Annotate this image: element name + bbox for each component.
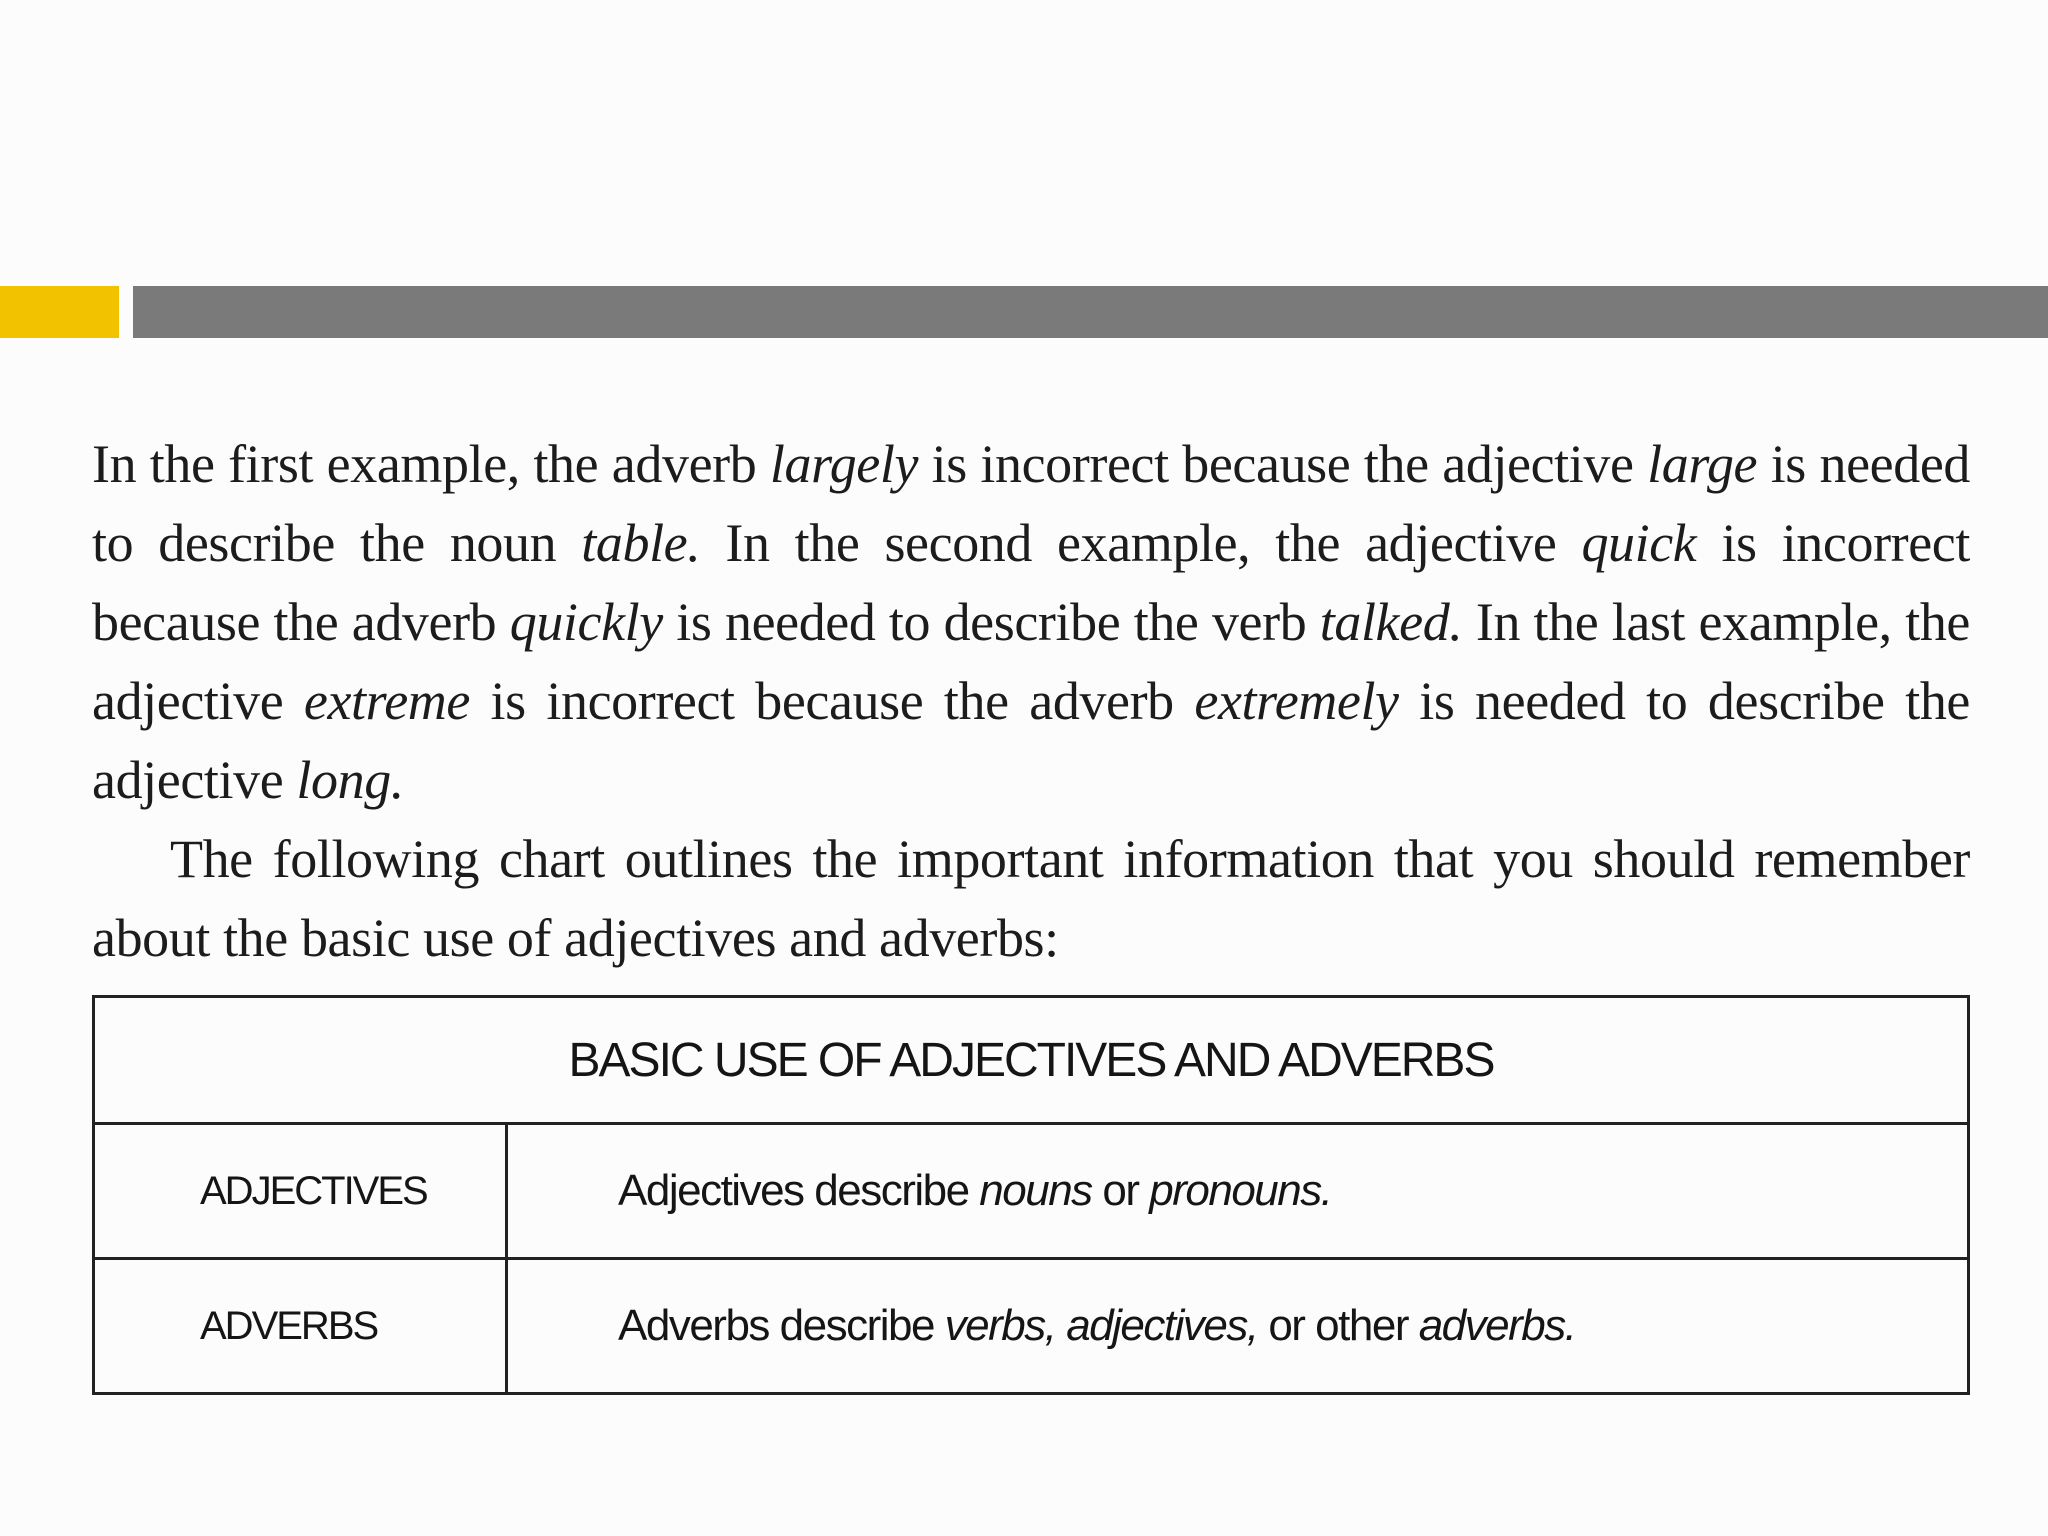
term-cell: ADVERBS <box>94 1259 507 1394</box>
definition-text: or <box>1091 1166 1150 1215</box>
explanation-paragraph <box>92 425 1970 820</box>
italic-word: talked. <box>1319 592 1463 652</box>
definition-cell <box>507 1124 1969 1259</box>
definition-italic: pronouns. <box>1149 1166 1332 1215</box>
italic-word: quickly <box>509 592 663 652</box>
italic-word: extreme <box>303 671 470 731</box>
definition-text: Adverbs describe <box>618 1301 945 1350</box>
text-run: is needed to describe the verb <box>662 592 1320 652</box>
adjectives-adverbs-table <box>92 995 1970 1395</box>
definition-italic: adverbs. <box>1418 1301 1576 1350</box>
table-row <box>94 1124 1969 1259</box>
term-cell: ADJECTIVES <box>94 1124 507 1259</box>
table-title: BASIC USE OF ADJECTIVES AND ADVERBS <box>94 997 1969 1124</box>
accent-bar-yellow <box>0 286 119 338</box>
text-run: is incorrect because the adverb <box>92 513 1970 652</box>
italic-word: large <box>1647 434 1758 494</box>
text-run: is needed to describe the noun <box>92 434 1970 573</box>
text-run: In the first example, the adverb <box>92 434 770 494</box>
table-header-row <box>94 997 1969 1124</box>
accent-bar-gray <box>133 286 2048 338</box>
text-run: In the last example, the adjective <box>92 592 1970 731</box>
definition-text: Adjectives describe <box>618 1166 980 1215</box>
definition-text: or other <box>1257 1301 1419 1350</box>
text-run: In the second example, the adjective <box>700 513 1582 573</box>
text-run: is incorrect because the adjective <box>918 434 1648 494</box>
italic-word: long. <box>296 750 404 810</box>
definition-cell <box>507 1259 1969 1394</box>
definition-italic: nouns <box>979 1166 1092 1215</box>
chart-intro-paragraph: The following chart outlines the important information that you should remember about the basic use of adjectives and adverbs: <box>92 829 1970 968</box>
scanned-text-block <box>92 425 1970 978</box>
italic-word: table. <box>581 513 701 573</box>
italic-word: largely <box>769 434 919 494</box>
italic-word: quick <box>1581 513 1697 573</box>
table-row <box>94 1259 1969 1394</box>
text-run: is incorrect because the adverb <box>469 671 1195 731</box>
text-run: is needed to describe the adjective <box>92 671 1970 810</box>
italic-word: extremely <box>1194 671 1399 731</box>
definition-italic: verbs, adjectives, <box>944 1301 1258 1350</box>
